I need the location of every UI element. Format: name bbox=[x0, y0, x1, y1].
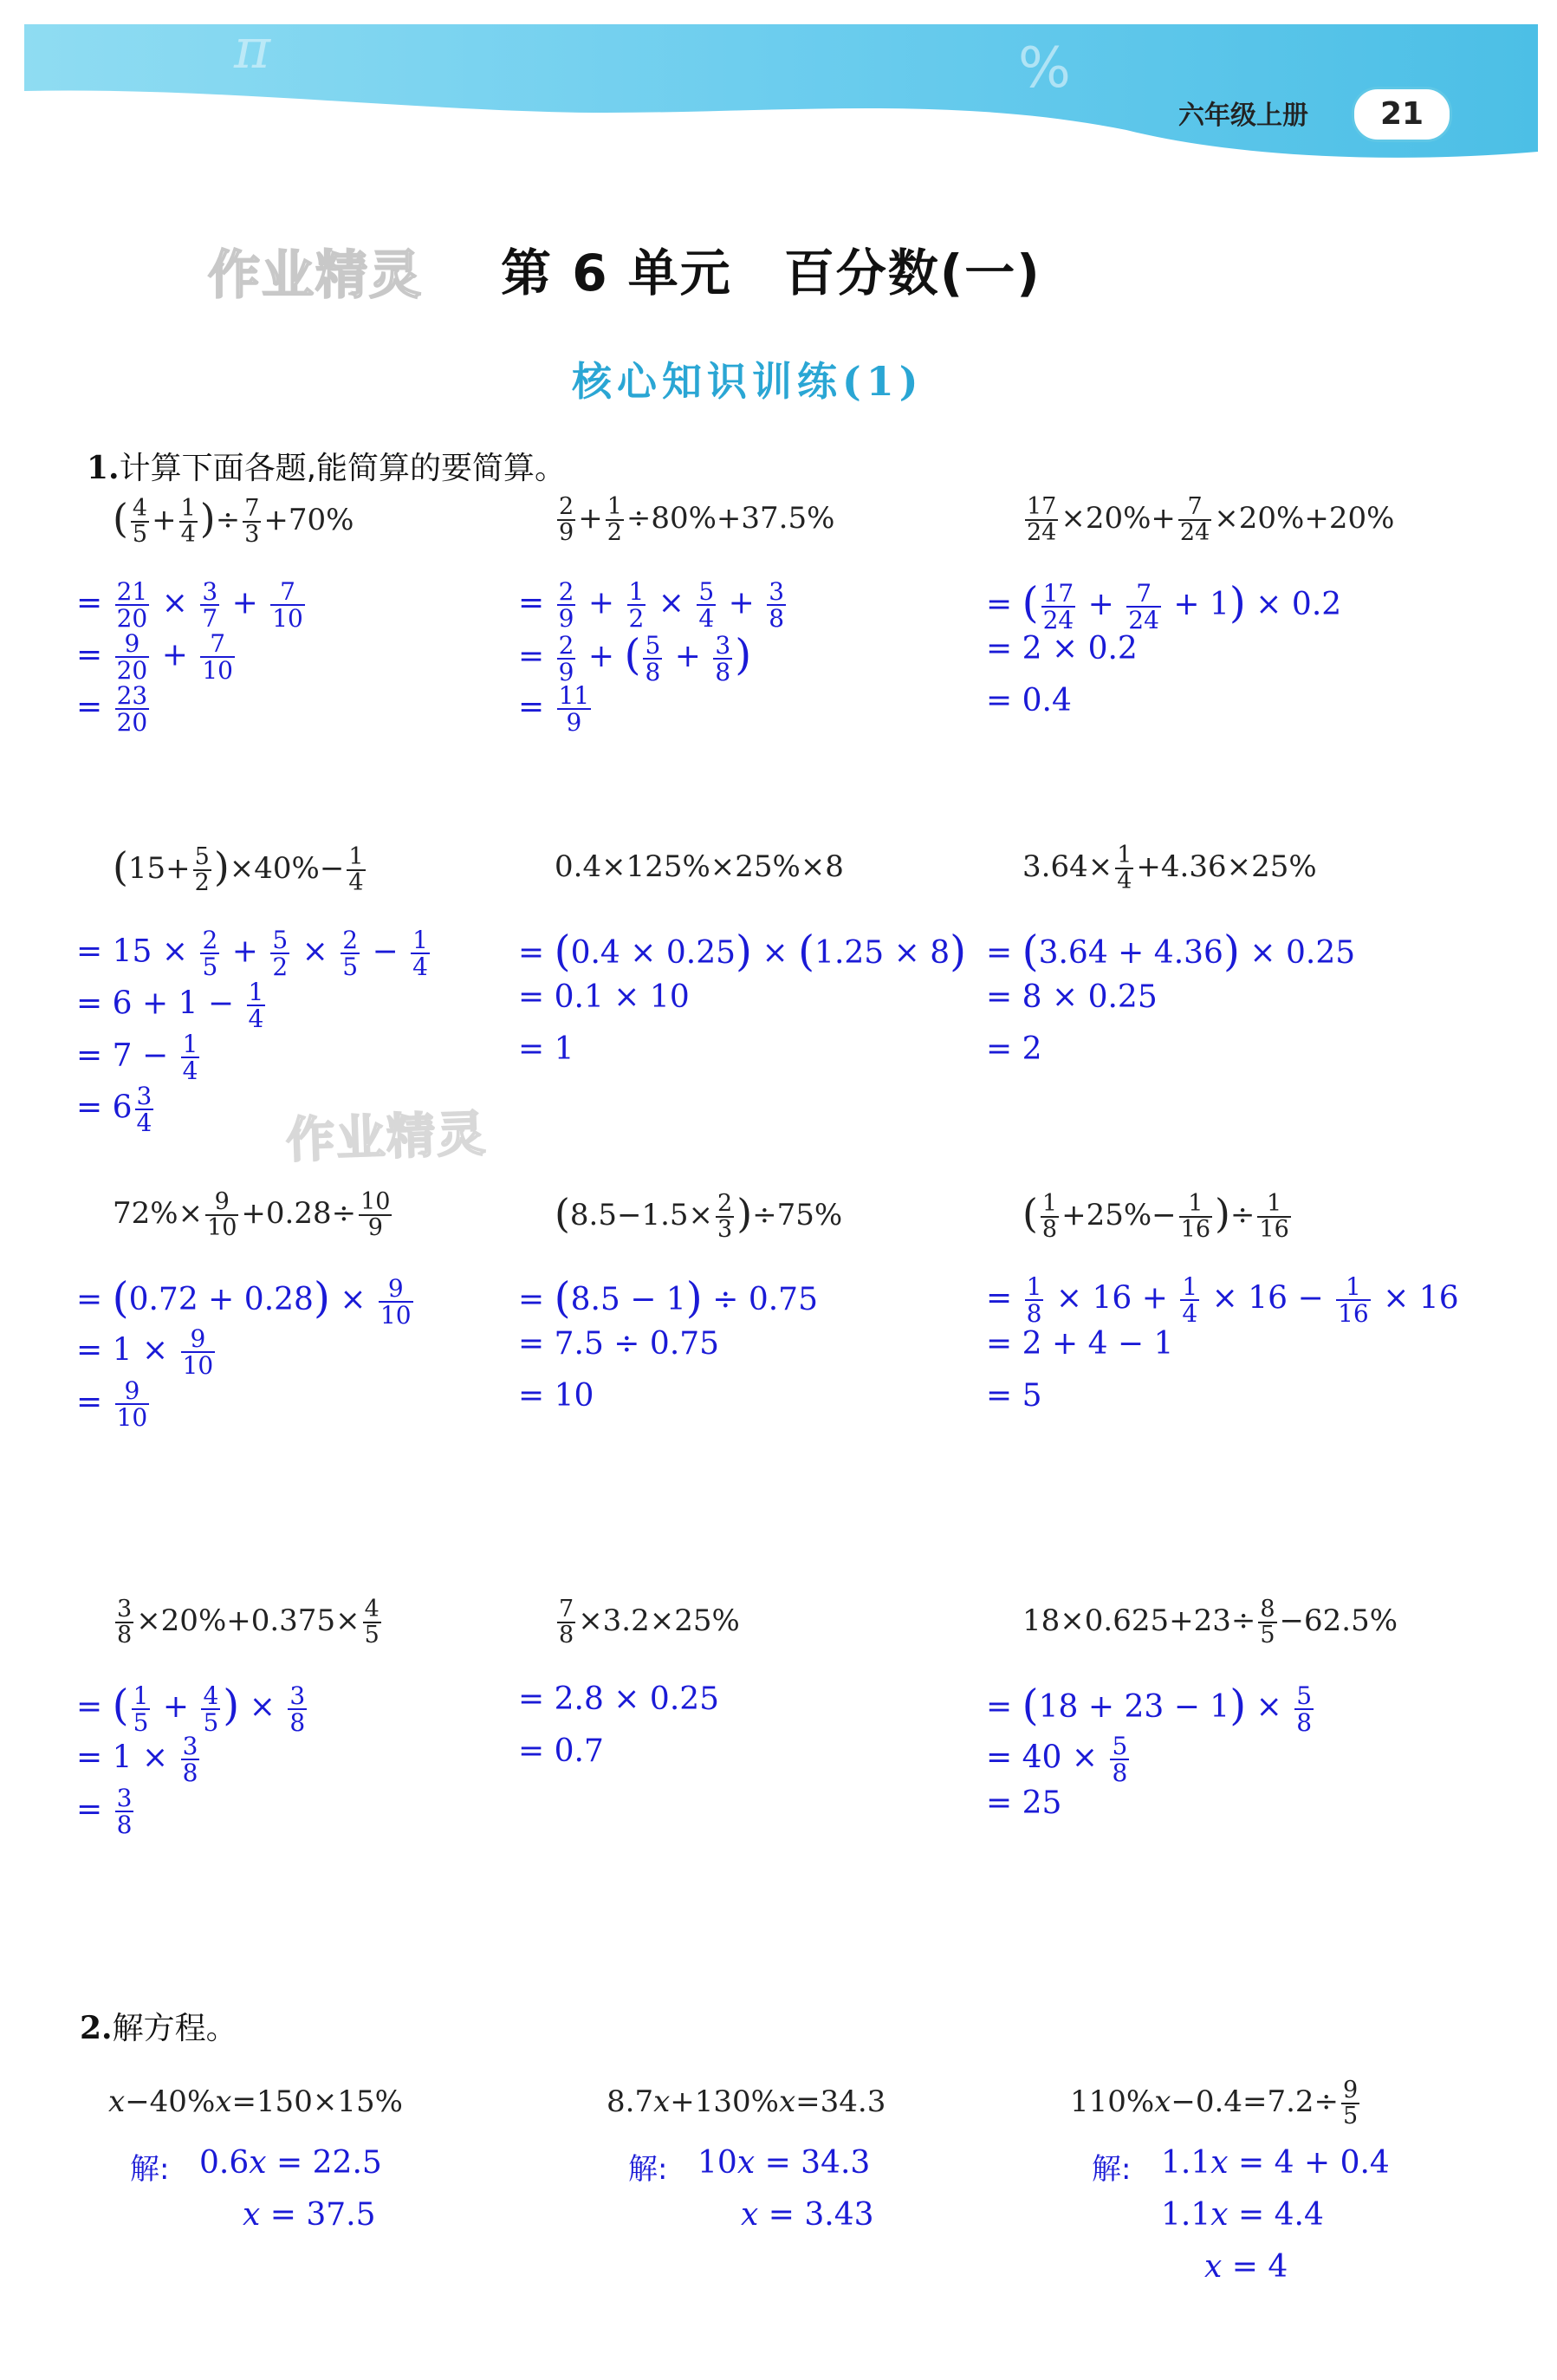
answer-step: = 2.8 × 0.25 bbox=[518, 1681, 720, 1717]
answer-step: = $\frac{11}{9}$ bbox=[518, 681, 590, 738]
question-text: 计算下面各题,能简算的要简算。 bbox=[119, 451, 567, 486]
answer-step: = ( $\frac{1}{5}$ + $\frac{4}{5}$ ) × $\frac{3}{8}$ bbox=[76, 1681, 306, 1737]
question-text: 解方程。 bbox=[112, 2011, 237, 2046]
answer-step: = $\frac{3}{8}$ bbox=[76, 1784, 133, 1840]
solution-step: x = 3.43 bbox=[741, 2197, 874, 2233]
answer-step: = $\frac{21}{20}$ × $\frac{3}{7}$ + $\frac{7}{10}$ bbox=[76, 577, 303, 634]
solution-step: 1.1x = 4 + 0.4 bbox=[1161, 2145, 1390, 2181]
problem-expression: (8.5−1.5× $\frac{2}{3}$ )÷75% bbox=[555, 1189, 843, 1243]
question-1-title bbox=[87, 444, 566, 488]
answer-step: = 2 + 4 − 1 bbox=[986, 1326, 1174, 1362]
solution-step: 1.1x = 4.4 bbox=[1161, 2197, 1324, 2233]
answer-step: = (0.72 + 0.28) × $\frac{9}{10}$ bbox=[76, 1273, 412, 1330]
answer-step: = 40 × $\frac{5}{8}$ bbox=[986, 1732, 1128, 1788]
answer-step: = (8.5 − 1) ÷ 0.75 bbox=[518, 1274, 818, 1323]
answer-step: = $\frac{2}{9}$ + ( $\frac{5}{8}$ + $\frac{3}{8}$ ) bbox=[518, 630, 752, 686]
header-banner bbox=[0, 0, 1557, 173]
watermark-logo: 作业精灵 bbox=[208, 245, 423, 306]
answer-step: = 7.5 ÷ 0.75 bbox=[518, 1326, 720, 1362]
answer-step: = $\frac{1}{8}$ × 16 + $\frac{1}{4}$ × 16 − $\frac{1}{16}$ × 16 bbox=[986, 1272, 1459, 1329]
answer-step: = $\frac{9}{20}$ + $\frac{7}{10}$ bbox=[76, 629, 233, 686]
problem-expression: 18×0.625+23÷ $\frac{8}{5}$ −62.5% bbox=[1022, 1595, 1398, 1648]
question-2-title bbox=[80, 2004, 237, 2048]
equation-expression: x−40%x=150×15% bbox=[108, 2084, 403, 2119]
unit-title: 第 6 单元 百分数(一) bbox=[501, 244, 1041, 302]
answer-step: = 0.7 bbox=[518, 1733, 604, 1769]
grade-label: 六年级上册 bbox=[1178, 101, 1308, 131]
problem-expression: (15+ $\frac{5}{2}$ )×40%− $\frac{1}{4}$ bbox=[113, 842, 364, 896]
answer-step: = (18 + 23 − 1) × $\frac{5}{8}$ bbox=[986, 1681, 1313, 1737]
solution-step: x = 37.5 bbox=[243, 2197, 376, 2233]
answer-step: = 25 bbox=[986, 1785, 1062, 1821]
answer-step: = 0.1 × 10 bbox=[518, 979, 690, 1015]
solution-step: 10x = 34.3 bbox=[697, 2145, 871, 2181]
page-number: 21 bbox=[1352, 87, 1452, 142]
answer-step: = $\frac{2}{9}$ + $\frac{1}{2}$ × $\frac{5}{4}$ + $\frac{3}{8}$ bbox=[518, 577, 785, 634]
answer-step: = (3.64 + 4.36) × 0.25 bbox=[986, 927, 1356, 976]
svg-text:π: π bbox=[234, 17, 271, 81]
problem-expression: 72%× $\frac{9}{10}$ +0.28÷ $\frac{10}{9}$ bbox=[113, 1187, 391, 1241]
problem-expression: ( $\frac{4}{5}$ + $\frac{1}{4}$ )÷ $\frac{7}{3}$ +70% bbox=[113, 494, 354, 548]
problem-expression: ( $\frac{1}{8}$ +25%− $\frac{1}{16}$ )÷ $\frac{1}{16}$ bbox=[1022, 1189, 1289, 1243]
problem-expression: $\frac{7}{8}$ ×3.2×25% bbox=[559, 1595, 740, 1648]
answer-step: = $\frac{23}{20}$ bbox=[76, 681, 148, 738]
answer-step: = 1 bbox=[518, 1031, 574, 1067]
answer-step: = $\frac{9}{10}$ bbox=[76, 1376, 148, 1433]
equation-expression: 8.7x+130%x=34.3 bbox=[607, 2084, 886, 2119]
answer-step: = 1 × $\frac{3}{8}$ bbox=[76, 1732, 198, 1788]
answer-step: = (0.4 × 0.25) × (1.25 × 8) bbox=[518, 927, 967, 976]
section-title: 核心知识训练(1) bbox=[572, 358, 924, 405]
problem-expression: $\frac{17}{24}$ ×20%+ $\frac{7}{24}$ ×20%+20% bbox=[1027, 492, 1395, 546]
answer-step: = 1 × $\frac{9}{10}$ bbox=[76, 1324, 214, 1381]
solve-label: 解: bbox=[628, 2152, 668, 2187]
answer-step: = 10 bbox=[518, 1378, 594, 1414]
answer-step: = 0.4 bbox=[986, 683, 1072, 719]
answer-step: = 6 $\frac{3}{4}$ bbox=[76, 1082, 152, 1138]
watermark-logo: 作业精灵 bbox=[285, 1105, 489, 1170]
answer-step: = 2 bbox=[986, 1031, 1042, 1067]
solution-step: 0.6x = 22.5 bbox=[199, 2145, 382, 2181]
answer-step: = 7 − $\frac{1}{4}$ bbox=[76, 1030, 198, 1086]
problem-expression: 0.4×125%×25%×8 bbox=[555, 849, 844, 884]
solve-label: 解: bbox=[130, 2152, 170, 2187]
answer-step: = 2 × 0.2 bbox=[986, 631, 1138, 667]
solve-label: 解: bbox=[1092, 2152, 1132, 2187]
svg-text:%: % bbox=[1018, 36, 1071, 101]
problem-expression: $\frac{2}{9}$ + $\frac{1}{2}$ ÷80%+37.5% bbox=[559, 492, 835, 546]
answer-step: = 15 × $\frac{2}{5}$ + $\frac{5}{2}$ × $\frac{2}{5}$ − $\frac{1}{4}$ bbox=[76, 926, 428, 982]
solution-step: x = 4 bbox=[1204, 2249, 1288, 2285]
problem-expression: $\frac{3}{8}$ ×20%+0.375× $\frac{4}{5}$ bbox=[117, 1595, 380, 1648]
problem-expression: 3.64× $\frac{1}{4}$ +4.36×25% bbox=[1022, 841, 1317, 894]
answer-step: = 6 + 1 − $\frac{1}{4}$ bbox=[76, 978, 264, 1034]
answer-step: = 5 bbox=[986, 1378, 1042, 1414]
equation-expression: 110%x−0.4=7.2÷ $\frac{9}{5}$ bbox=[1070, 2076, 1359, 2130]
answer-step: = ( $\frac{17}{24}$ + $\frac{7}{24}$ + 1) × 0.2 bbox=[986, 578, 1342, 634]
question-number: 2. bbox=[80, 2010, 113, 2046]
answer-step: = 8 × 0.25 bbox=[986, 979, 1158, 1015]
question-number: 1. bbox=[87, 450, 120, 486]
